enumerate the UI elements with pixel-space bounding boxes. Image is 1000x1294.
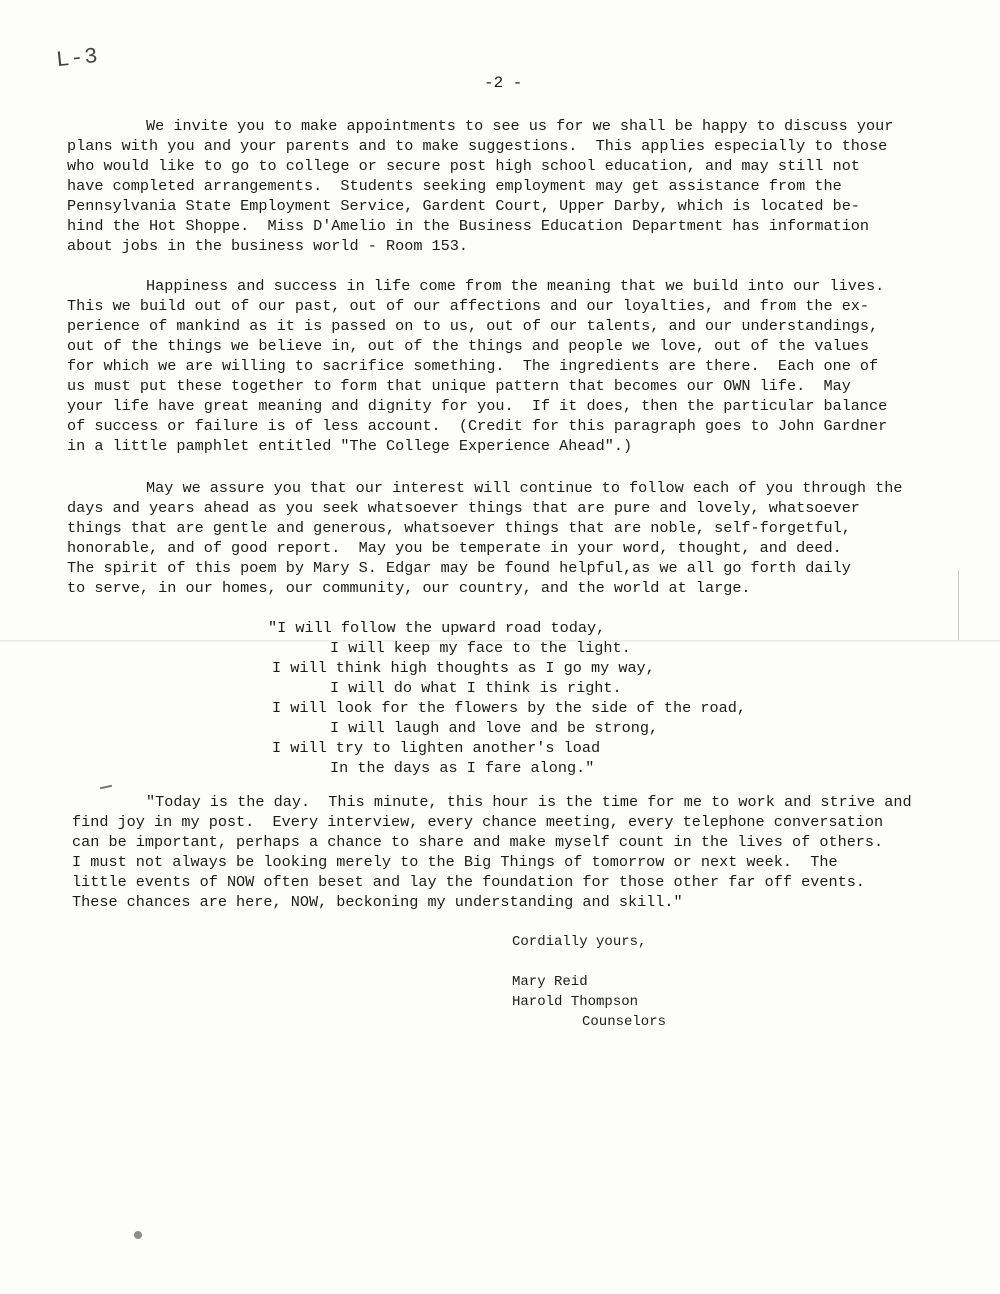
poem-line: "I will follow the upward road today,: [268, 619, 606, 637]
stray-dot: [134, 1231, 142, 1239]
paragraph4-line: find joy in my post. Every interview, every chance meeting, every telephone conversation: [72, 813, 884, 831]
paragraph2-line: perience of mankind as it is passed on to us, out of our talents, and our understandings,: [67, 317, 879, 335]
paragraph4-line: "Today is the day. This minute, this hour is the time for me to work and strive and: [146, 793, 912, 811]
paragraph1-line: Pennsylvania State Employment Service, Gardent Court, Upper Darby, which is located be-: [67, 197, 860, 215]
paragraph1-line: have completed arrangements. Students seeking employment may get assistance from the: [67, 177, 842, 195]
signer-name: Harold Thompson: [512, 994, 639, 1010]
signer-title: Counselors: [582, 1014, 667, 1030]
poem-line: I will do what I think is right.: [330, 679, 622, 697]
poem-line: I will keep my face to the light.: [330, 639, 631, 657]
paragraph1-line: who would like to go to college or secure post high school education, and may still not: [67, 157, 860, 175]
paragraph3-line: May we assure you that our interest will continue to follow each of you through the: [146, 479, 903, 497]
paragraph2-line: Happiness and success in life come from the meaning that we build into our lives.: [146, 277, 885, 295]
paragraph2-line: in a little pamphlet entitled "The College Experience Ahead".): [67, 437, 633, 455]
paragraph2-line: of success or failure is of less account. (Credit for this paragraph goes to John Gardner: [67, 417, 888, 435]
paragraph4-line: little events of NOW often beset and lay the foundation for those other far off events.: [72, 873, 865, 891]
paragraph1-line: plans with you and your parents and to make suggestions. This applies especially to those: [67, 137, 888, 155]
paragraph3-line: things that are gentle and generous, whatsoever things that are noble, self-forgetful,: [67, 519, 851, 537]
page-number: -2 -: [484, 74, 523, 92]
poem-line: In the days as I fare along.": [330, 759, 595, 777]
closing-salutation: Cordially yours,: [512, 934, 647, 950]
paragraph2-line: for which we are willing to sacrifice something. The ingredients are there. Each one of: [67, 357, 879, 375]
corner-handwritten-mark: L-3: [54, 43, 100, 74]
fold-crease: [958, 570, 959, 640]
paragraph3-line: The spirit of this poem by Mary S. Edgar may be found helpful,as we all go forth daily: [67, 559, 851, 577]
stray-pen-mark: [100, 785, 112, 789]
paragraph2-line: your life have great meaning and dignity for you. If it does, then the particular balance: [67, 397, 888, 415]
paragraph4-line: These chances are here, NOW, beckoning my understanding and skill.": [72, 893, 683, 911]
paragraph3-line: to serve, in our homes, our community, our country, and the world at large.: [67, 579, 751, 597]
paragraph2-line: This we build out of our past, out of our affections and our loyalties, and from the ex-: [67, 297, 870, 315]
paragraph4-line: I must not always be looking merely to the Big Things of tomorrow or next week. The: [72, 853, 838, 871]
paragraph1-line: about jobs in the business world - Room 153.: [67, 237, 469, 255]
paragraph3-line: days and years ahead as you seek whatsoever things that are pure and lovely, whatsoever: [67, 499, 860, 517]
poem-line: I will try to lighten another's load: [272, 739, 601, 757]
paragraph2-line: out of the things we believe in, out of the things and people we love, out of the values: [67, 337, 870, 355]
paragraph1-line: hind the Hot Shoppe. Miss D'Amelio in the Business Education Department has information: [67, 217, 870, 235]
poem-line: I will look for the flowers by the side of the road,: [272, 699, 746, 717]
paragraph1-line: We invite you to make appointments to see us for we shall be happy to discuss your: [146, 117, 894, 135]
paragraph4-line: can be important, perhaps a chance to share and make myself count in the lives of others.: [72, 833, 884, 851]
paragraph3-line: honorable, and of good report. May you be temperate in your word, thought, and deed.: [67, 539, 842, 557]
poem-line: I will laugh and love and be strong,: [330, 719, 659, 737]
paragraph2-line: us must put these together to form that unique pattern that becomes our OWN life. May: [67, 377, 851, 395]
signer-name: Mary Reid: [512, 974, 588, 990]
poem-line: I will think high thoughts as I go my way,: [272, 659, 655, 677]
